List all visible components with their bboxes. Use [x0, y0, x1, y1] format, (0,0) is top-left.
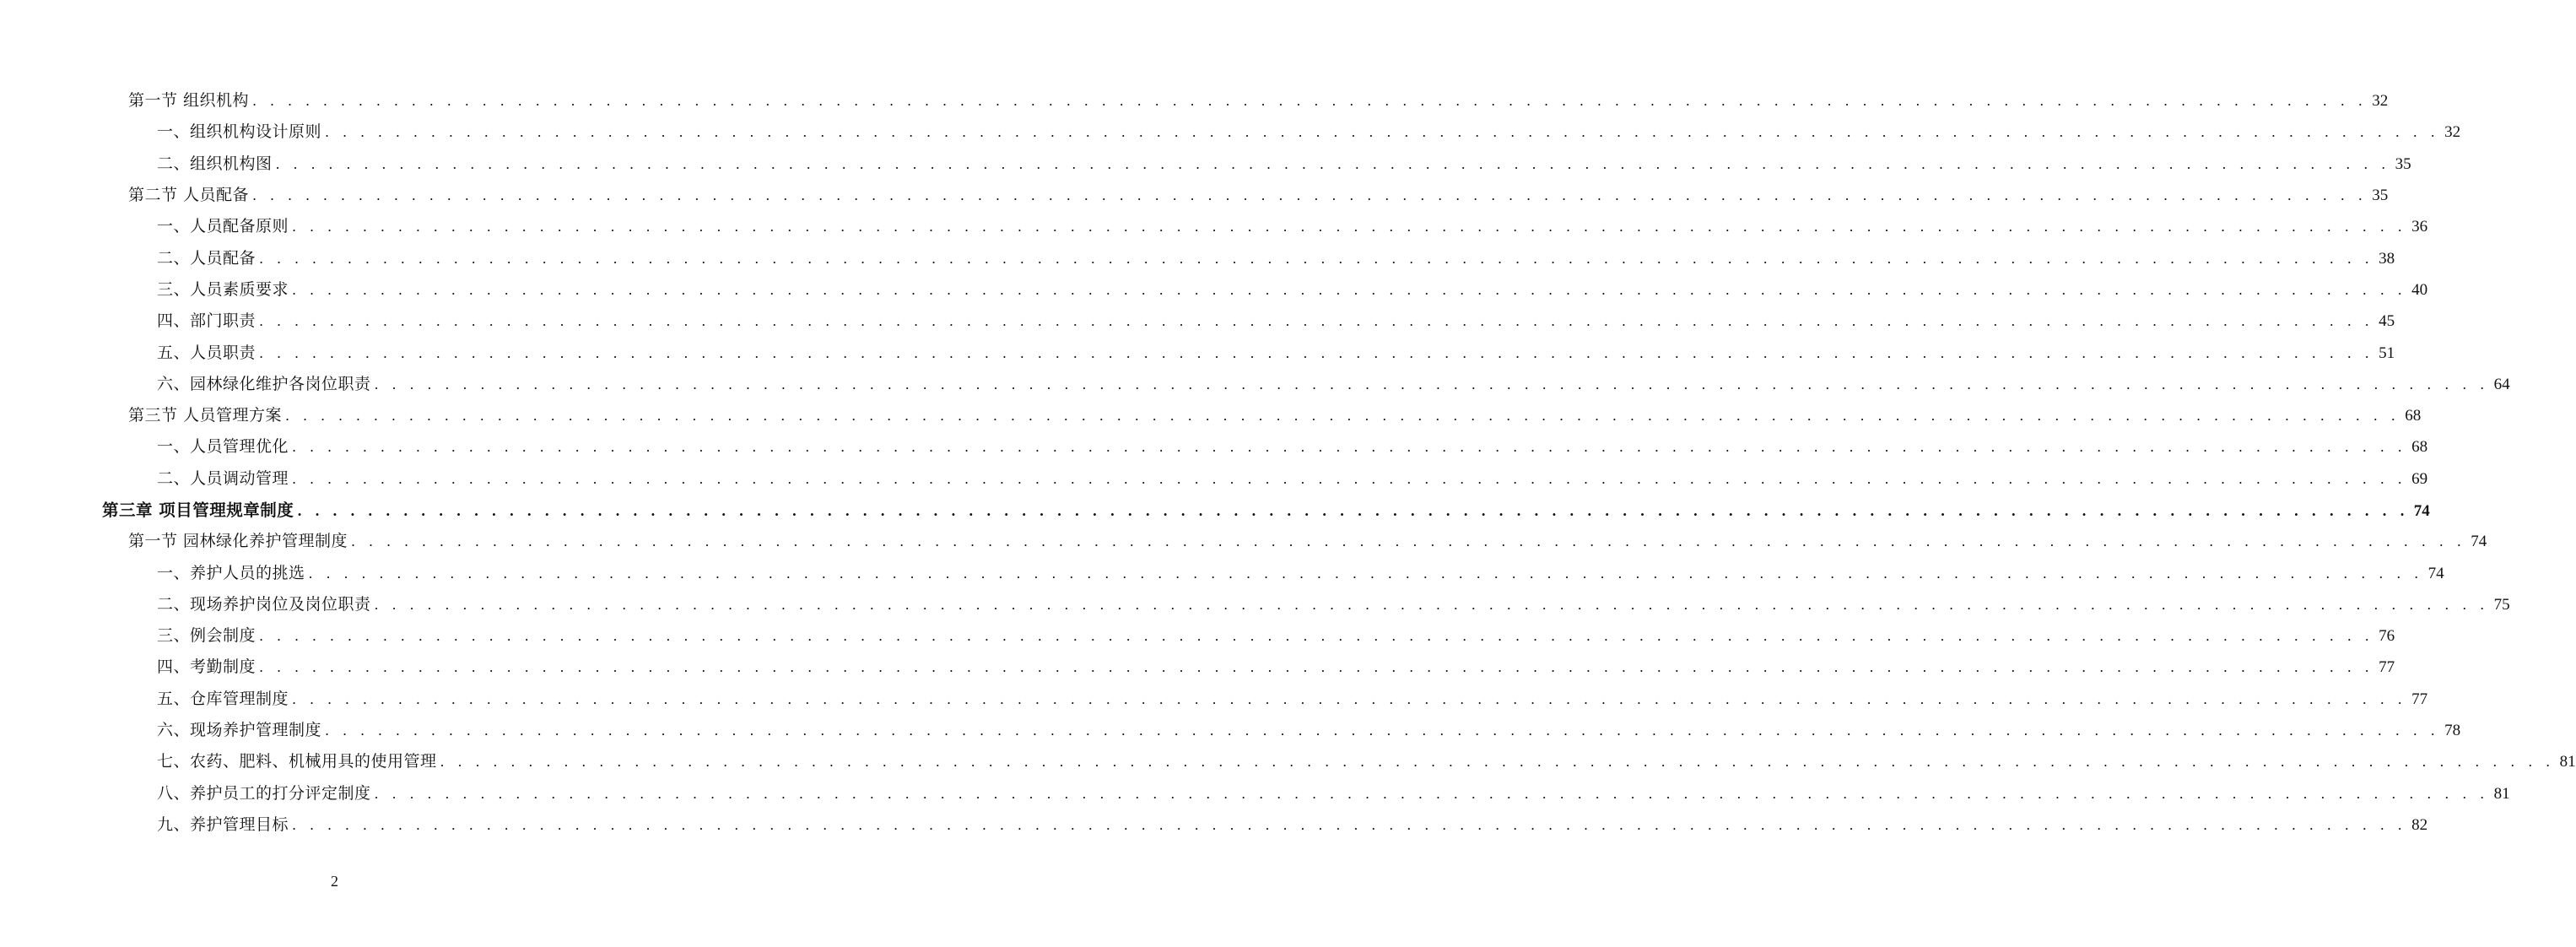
toc-entry-item[interactable] [0, 589, 2510, 620]
toc-entry-page: 36 [2411, 218, 2428, 236]
dot-leader: . . . . . . . . . . . . . . . . . . . . . . . . . . . . . . . . . . . . . . . . . . . . . . . . . . . . . . . . . . . . . . . . . . . . . . . . . . . . . . . . . . . . . . . . . . . . . . . . . . . . . . . . . . . . . . . . . . . . . . . . [292, 219, 2407, 235]
toc-entry-item[interactable] [0, 746, 2576, 777]
toc-entry-item[interactable] [0, 809, 2428, 841]
toc-entry-item[interactable] [0, 620, 2395, 652]
toc-entry-title: 七、农药、肥料、机械用具的使用管理 [157, 752, 437, 771]
toc-entry-page: 77 [2379, 658, 2395, 677]
toc-entry-section[interactable] [0, 180, 2389, 211]
toc-entry-section[interactable] [0, 85, 2389, 116]
dot-leader: . . . . . . . . . . . . . . . . . . . . . . . . . . . . . . . . . . . . . . . . . . . . . . . . . . . . . . . . . . . . . . . . . . . . . . . . . . . . . . . . . . . . . . . . . . . . . . . . . . . . . . . . . . . . . . . . . . . . . . . . [440, 754, 2555, 771]
toc-entry-page: 69 [2411, 469, 2428, 488]
toc-entry-page: 32 [2372, 92, 2389, 111]
toc-entry-title: 三、人员素质要求 [157, 279, 289, 299]
toc-entry-page: 35 [2395, 154, 2411, 173]
toc-entry-title: 四、考勤制度 [157, 657, 257, 677]
toc-entry-page: 74 [2471, 533, 2487, 551]
toc-entry-section[interactable] [0, 400, 2422, 431]
dot-leader: . . . . . . . . . . . . . . . . . . . . . . . . . . . . . . . . . . . . . . . . . . . . . . . . . . . . . . . . . . . . . . . . . . . . . . . . . . . . . . . . . . . . . . . . . . . . . . . . . . . . . . . . . . . . . . . . . . . . . . . . [292, 281, 2407, 298]
toc-entry-title: 第二节 人员配备 [128, 186, 250, 205]
toc-entry-item[interactable] [0, 242, 2395, 273]
toc-entry-page: 40 [2411, 280, 2428, 299]
toc-entry-title: 第三章 项目管理规章制度 [102, 500, 294, 520]
toc-entry-page: 64 [2493, 375, 2510, 393]
toc-entry-page: 81 [2493, 784, 2510, 803]
dot-leader: . . . . . . . . . . . . . . . . . . . . . . . . . . . . . . . . . . . . . . . . . . . . . . . . . . . . . . . . . . . . . . . . . . . . . . . . . . . . . . . . . . . . . . . . . . . . . . . . . . . . . . . . . . . . . . . . . . . . . . . . [374, 376, 2489, 392]
toc-entry-item[interactable] [0, 306, 2395, 337]
toc-entry-title: 一、人员配备原则 [157, 217, 289, 236]
dot-leader: . . . . . . . . . . . . . . . . . . . . . . . . . . . . . . . . . . . . . . . . . . . . . . . . . . . . . . . . . . . . . . . . . . . . . . . . . . . . . . . . . . . . . . . . . . . . . . . . . . . . . . . . . . . . . . . . . . . . . . . . [292, 816, 2407, 833]
toc-entry-title: 二、组织机构图 [157, 154, 273, 173]
toc-entry-title: 六、园林绿化维护各岗位职责 [157, 374, 371, 393]
toc-entry-item[interactable] [0, 778, 2510, 809]
dot-leader: . . . . . . . . . . . . . . . . . . . . . . . . . . . . . . . . . . . . . . . . . . . . . . . . . . . . . . . . . . . . . . . . . . . . . . . . . . . . . . . . . . . . . . . . . . . . . . . . . . . . . . . . . . . . . . . . . . . . . . . . [259, 628, 2374, 645]
toc-entry-title: 八、养护员工的打分评定制度 [157, 783, 371, 803]
dot-leader: . . . . . . . . . . . . . . . . . . . . . . . . . . . . . . . . . . . . . . . . . . . . . . . . . . . . . . . . . . . . . . . . . . . . . . . . . . . . . . . . . . . . . . . . . . . . . . . . . . . . . . . . . . . . . . . . . . . . . . . . [351, 533, 2466, 550]
toc-entry-chapter[interactable] [0, 495, 2430, 526]
dot-leader: . . . . . . . . . . . . . . . . . . . . . . . . . . . . . . . . . . . . . . . . . . . . . . . . . . . . . . . . . . . . . . . . . . . . . . . . . . . . . . . . . . . . . . . . . . . . . . . . . . . . . . . . . . . . . . . . . . . . . . . . [325, 124, 2440, 141]
dot-leader: . . . . . . . . . . . . . . . . . . . . . . . . . . . . . . . . . . . . . . . . . . . . . . . . . . . . . . . . . . . . . . . . . . . . . . . . . . . . . . . . . . . . . . . . . . . . . . . . . . . . . . . . . . . . . . . . . . . . . . . . [325, 722, 2440, 739]
toc-entry-item[interactable] [0, 463, 2428, 495]
toc-entry-title: 第一节 组织机构 [128, 91, 250, 111]
toc-entry-item[interactable] [0, 337, 2395, 368]
toc-entry-page: 38 [2379, 249, 2395, 268]
toc-entry-title: 一、组织机构设计原则 [157, 122, 322, 142]
dot-leader: . . . . . . . . . . . . . . . . . . . . . . . . . . . . . . . . . . . . . . . . . . . . . . . . . . . . . . . . . . . . . . . . . . . . . . . . . . . . . . . . . . . . . . . . . . . . . . . . . . . . . . . . . . . . . . . . . . . . . . . . [292, 439, 2407, 456]
dot-leader: . . . . . . . . . . . . . . . . . . . . . . . . . . . . . . . . . . . . . . . . . . . . . . . . . . . . . . . . . . . . . . . . . . . . . . . . . . . . . . . . . . . . . . . . . . . . . . . . . . . . . . . . . . . . . . . . . . . . . . . . [308, 565, 2423, 582]
toc-entry-page: 77 [2411, 690, 2428, 708]
dot-leader: . . . . . . . . . . . . . . . . . . . . . . . . . . . . . . . . . . . . . . . . . . . . . . . . . . . . . . . . . . . . . . . . . . . . . . . . . . . . . . . . . . . . . . . . . . . . . . . . . . . . . . . . . . . . . . . . . . . . . . . . [252, 187, 2368, 204]
page-number: 2 [331, 873, 338, 890]
toc-entry-item[interactable] [0, 557, 2444, 588]
dot-leader: . . . . . . . . . . . . . . . . . . . . . . . . . . . . . . . . . . . . . . . . . . . . . . . . . . . . . . . . . . . . . . . . . . . . . . . . . . . . . . . . . . . . . . . . . . . . . . . . . . . . . . . . . . . . . . . . . . . . . . . . [285, 408, 2400, 425]
toc-entry-section[interactable] [0, 526, 2487, 557]
toc-entry-item[interactable] [0, 652, 2395, 683]
dot-leader: . . . . . . . . . . . . . . . . . . . . . . . . . . . . . . . . . . . . . . . . . . . . . . . . . . . . . . . . . . . . . . . . . . . . . . . . . . . . . . . . . . . . . . . . . . . . . . . . . . . . . . . . . . . . . . . . . . . . . . . . [292, 690, 2407, 707]
toc-entry-item[interactable] [0, 684, 2428, 715]
toc-entry-page: 74 [2427, 564, 2444, 582]
dot-leader: . . . . . . . . . . . . . . . . . . . . . . . . . . . . . . . . . . . . . . . . . . . . . . . . . . . . . . . . . . . . . . . . . . . . . . . . . . . . . . . . . . . . . . . . . . . . . . . . . . . . . . . . . . . . . . . . . . . . . . . . [297, 502, 2409, 519]
dot-leader: . . . . . . . . . . . . . . . . . . . . . . . . . . . . . . . . . . . . . . . . . . . . . . . . . . . . . . . . . . . . . . . . . . . . . . . . . . . . . . . . . . . . . . . . . . . . . . . . . . . . . . . . . . . . . . . . . . . . . . . . [275, 155, 2390, 172]
toc-entry-page: 32 [2444, 123, 2461, 142]
toc-entry-title: 二、人员调动管理 [157, 468, 289, 488]
dot-leader: . . . . . . . . . . . . . . . . . . . . . . . . . . . . . . . . . . . . . . . . . . . . . . . . . . . . . . . . . . . . . . . . . . . . . . . . . . . . . . . . . . . . . . . . . . . . . . . . . . . . . . . . . . . . . . . . . . . . . . . . [252, 93, 2368, 110]
toc-entry-title: 五、仓库管理制度 [157, 689, 289, 708]
toc-entry-page: 51 [2379, 344, 2395, 362]
toc-entry-page: 68 [2411, 438, 2428, 457]
dot-leader: . . . . . . . . . . . . . . . . . . . . . . . . . . . . . . . . . . . . . . . . . . . . . . . . . . . . . . . . . . . . . . . . . . . . . . . . . . . . . . . . . . . . . . . . . . . . . . . . . . . . . . . . . . . . . . . . . . . . . . . . [259, 344, 2374, 361]
toc-entry-page: 35 [2372, 187, 2389, 205]
toc-entry-page: 45 [2379, 312, 2395, 331]
dot-leader: . . . . . . . . . . . . . . . . . . . . . . . . . . . . . . . . . . . . . . . . . . . . . . . . . . . . . . . . . . . . . . . . . . . . . . . . . . . . . . . . . . . . . . . . . . . . . . . . . . . . . . . . . . . . . . . . . . . . . . . . [374, 596, 2489, 613]
toc-entry-item[interactable] [0, 431, 2428, 463]
toc-entry-title: 二、人员配备 [157, 248, 257, 268]
toc-entry-title: 九、养护管理目标 [157, 814, 289, 834]
toc-entry-page: 75 [2493, 595, 2510, 614]
toc-entry-title: 第三节 人员管理方案 [128, 406, 283, 425]
toc-entry-page: 78 [2444, 722, 2461, 740]
toc-entry-title: 一、人员管理优化 [157, 437, 289, 457]
dot-leader: . . . . . . . . . . . . . . . . . . . . . . . . . . . . . . . . . . . . . . . . . . . . . . . . . . . . . . . . . . . . . . . . . . . . . . . . . . . . . . . . . . . . . . . . . . . . . . . . . . . . . . . . . . . . . . . . . . . . . . . . [292, 470, 2407, 487]
toc-entry-page: 82 [2411, 815, 2428, 834]
table-of-contents [0, 85, 2576, 841]
toc-entry-item[interactable] [0, 211, 2428, 242]
toc-entry-item[interactable] [0, 116, 2461, 148]
toc-entry-title: 四、部门职责 [157, 311, 257, 331]
toc-entry-title: 三、例会制度 [157, 626, 257, 646]
toc-entry-title: 五、人员职责 [157, 343, 257, 362]
toc-entry-title: 二、现场养护岗位及岗位职责 [157, 594, 371, 614]
toc-entry-title: 一、养护人员的挑选 [157, 563, 305, 582]
toc-entry-item[interactable] [0, 369, 2510, 400]
toc-entry-page: 81 [2559, 753, 2576, 771]
dot-leader: . . . . . . . . . . . . . . . . . . . . . . . . . . . . . . . . . . . . . . . . . . . . . . . . . . . . . . . . . . . . . . . . . . . . . . . . . . . . . . . . . . . . . . . . . . . . . . . . . . . . . . . . . . . . . . . . . . . . . . . . [259, 313, 2374, 330]
toc-entry-page: 74 [2413, 501, 2430, 520]
dot-leader: . . . . . . . . . . . . . . . . . . . . . . . . . . . . . . . . . . . . . . . . . . . . . . . . . . . . . . . . . . . . . . . . . . . . . . . . . . . . . . . . . . . . . . . . . . . . . . . . . . . . . . . . . . . . . . . . . . . . . . . . [259, 250, 2374, 267]
toc-entry-title: 六、现场养护管理制度 [157, 721, 322, 740]
toc-entry-item[interactable] [0, 149, 2411, 180]
toc-entry-page: 76 [2379, 627, 2395, 646]
toc-entry-page: 68 [2405, 407, 2422, 425]
toc-entry-item[interactable] [0, 715, 2461, 746]
toc-entry-title: 第一节 园林绿化养护管理制度 [128, 532, 348, 551]
dot-leader: . . . . . . . . . . . . . . . . . . . . . . . . . . . . . . . . . . . . . . . . . . . . . . . . . . . . . . . . . . . . . . . . . . . . . . . . . . . . . . . . . . . . . . . . . . . . . . . . . . . . . . . . . . . . . . . . . . . . . . . . [259, 659, 2374, 676]
toc-entry-item[interactable] [0, 274, 2428, 306]
dot-leader: . . . . . . . . . . . . . . . . . . . . . . . . . . . . . . . . . . . . . . . . . . . . . . . . . . . . . . . . . . . . . . . . . . . . . . . . . . . . . . . . . . . . . . . . . . . . . . . . . . . . . . . . . . . . . . . . . . . . . . . . [374, 785, 2489, 802]
